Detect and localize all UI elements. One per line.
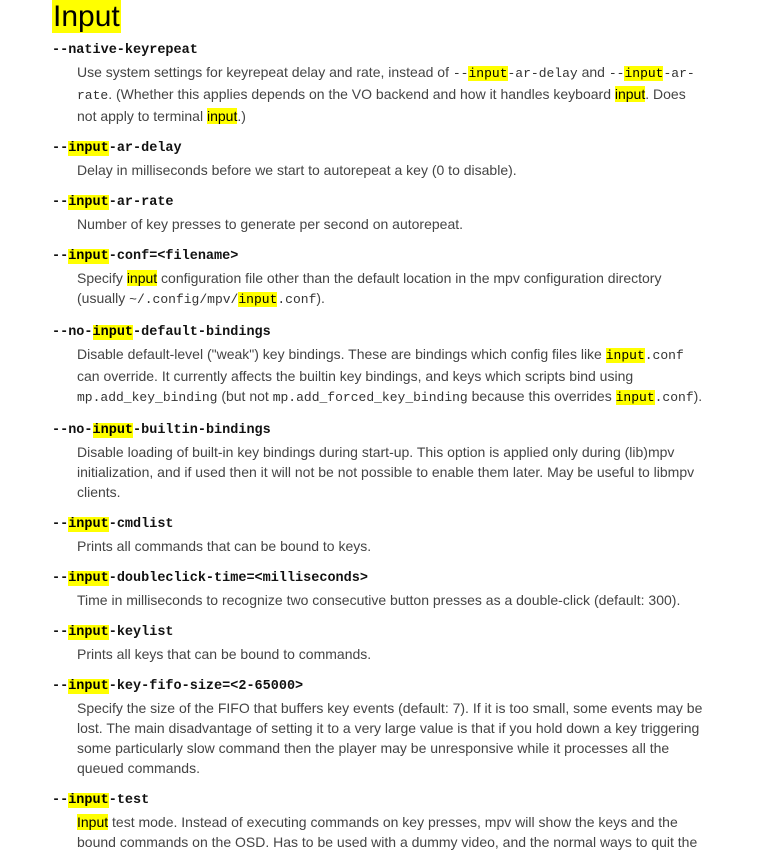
option-term-part: -- (52, 249, 69, 264)
search-highlight: input (614, 86, 646, 102)
search-highlight: input (68, 141, 109, 156)
option-term-part: -key-fifo-size=<2-65000> (108, 679, 304, 694)
option-entry (52, 194, 764, 234)
option-entry (52, 324, 764, 408)
option-term-part: -builtin-bindings (133, 423, 271, 438)
inline-code: -- (452, 66, 469, 81)
search-highlight: input (126, 270, 158, 286)
option-term (52, 570, 764, 588)
description-text: can override. It currently affects the builtin key bindings, and keys which scripts bind using (77, 368, 634, 384)
search-highlight: input (605, 348, 645, 363)
search-highlight: Input (77, 814, 109, 830)
option-entry (52, 570, 764, 610)
option-term-part: -keylist (108, 625, 174, 640)
option-term-part: -doubleclick-time=<milliseconds> (108, 571, 368, 586)
option-description (77, 812, 707, 852)
search-highlight: input (68, 625, 109, 640)
option-term-part: --no- (52, 423, 93, 438)
search-highlight: input (68, 679, 109, 694)
search-highlight: input (68, 793, 109, 808)
description-text: .) (237, 108, 246, 124)
option-description (77, 160, 707, 180)
option-term-part: -cmdlist (108, 517, 174, 532)
description-text: ). (693, 388, 703, 404)
inline-code: .conf (644, 348, 684, 363)
option-term (52, 792, 764, 810)
option-description (77, 442, 707, 502)
description-text: Specify the size of the FIFO that buffers key events (default: 7). If it is too small, some events may be lost. The main disadvantage of setting it to a very large value is that if you hold down a key triggering some particularly slow command then the player may be unresponsive while it processes all the queued commands. (77, 700, 703, 776)
option-term (52, 678, 764, 696)
search-highlight: input (68, 517, 109, 532)
description-text: and (577, 64, 609, 80)
option-term-part: -- (52, 571, 69, 586)
option-term (52, 42, 764, 60)
search-highlight: input (92, 423, 134, 438)
search-highlight: input (624, 66, 664, 81)
option-description (77, 590, 707, 610)
inline-code: -- (608, 66, 625, 81)
option-term-part: -- (52, 679, 69, 694)
option-term-part: -- (52, 141, 69, 156)
option-term-part: -ar-delay (108, 141, 182, 156)
option-term-part: --no- (52, 325, 93, 340)
option-term (52, 194, 764, 212)
option-term-part: -- (52, 625, 69, 640)
option-term-part: --native-keyrepeat (52, 43, 198, 58)
option-term-part: -test (108, 793, 150, 808)
search-highlight: input (206, 108, 238, 124)
search-highlight: input (68, 195, 109, 210)
option-entry (52, 422, 764, 502)
option-entry (52, 516, 764, 556)
option-description (77, 214, 707, 234)
inline-code: -ar-rate (77, 66, 695, 103)
description-text: ). (316, 290, 325, 306)
option-entry (52, 248, 764, 310)
option-term (52, 624, 764, 642)
option-entry (52, 140, 764, 180)
description-text: Use system settings for keyrepeat delay and rate, instead of (77, 64, 453, 80)
description-text: because this overrides (467, 388, 616, 404)
search-highlight: input (92, 325, 134, 340)
option-entry (52, 678, 764, 778)
description-text: Specify (77, 270, 127, 286)
description-text: Delay in milliseconds before we start to autorepeat a key (0 to disable). (77, 162, 517, 178)
section-heading (52, 0, 764, 42)
description-text: . (Whether this applies depends on the VO backend and how it handles keyboard (108, 86, 615, 102)
option-description (77, 344, 707, 408)
description-text: . Does not apply to terminal (77, 86, 686, 124)
option-term-part: -- (52, 793, 69, 808)
search-highlight: input (68, 249, 109, 264)
option-description (77, 536, 707, 556)
inline-code: .conf (654, 390, 694, 405)
option-term-part: -ar-rate (108, 195, 174, 210)
search-highlight: input (238, 292, 278, 307)
option-description (77, 698, 707, 778)
description-text: Prints all commands that can be bound to keys. (77, 538, 372, 554)
option-term-part: -conf=<filename> (108, 249, 239, 264)
option-description (77, 62, 707, 126)
inline-code: mp.add_forced_key_binding (272, 390, 468, 405)
search-highlight: input (615, 390, 655, 405)
description-text: test mode. Instead of executing commands on key presses, mpv will show the keys and the bound commands on the OSD. Has to be used with a dummy video, and the normal ways to quit the (77, 814, 698, 850)
description-text: Disable default-level ("weak") key bindings. These are bindings which config files like (77, 346, 606, 362)
option-term-part: -- (52, 195, 69, 210)
option-description (77, 268, 707, 310)
option-entry (52, 624, 764, 664)
description-text: (but not (217, 388, 273, 404)
option-description (77, 644, 707, 664)
inline-code: mp.add_key_binding (77, 390, 218, 405)
description-text: Disable loading of built-in key bindings during start-up. This option is applied only during (lib)mpv initialization, and if used then it will not be not possible to enable them later. May be useful to libmpv clients. (77, 444, 695, 500)
inline-code: ~/.config/mpv/ (129, 292, 239, 307)
description-text: Prints all keys that can be bound to commands. (77, 646, 372, 662)
description-text: Number of key presses to generate per second on autorepeat. (77, 216, 464, 232)
description-text: Time in milliseconds to recognize two consecutive button presses as a double-click (default: 300). (77, 592, 681, 608)
inline-code: -ar-delay (507, 66, 578, 81)
option-entry (52, 792, 764, 852)
option-term-part: -- (52, 517, 69, 532)
option-term (52, 324, 764, 342)
search-highlight: input (468, 66, 508, 81)
section-heading-text: Input (53, 0, 120, 33)
option-entry (52, 42, 764, 126)
option-term (52, 516, 764, 534)
option-list (52, 42, 764, 852)
option-term (52, 248, 764, 266)
option-term-part: -default-bindings (133, 325, 271, 340)
search-highlight: input (68, 571, 109, 586)
option-term (52, 140, 764, 158)
description-text: configuration file other than the default location in the mpv configuration directory (usually (77, 270, 662, 306)
option-term (52, 422, 764, 440)
inline-code: .conf (277, 292, 317, 307)
